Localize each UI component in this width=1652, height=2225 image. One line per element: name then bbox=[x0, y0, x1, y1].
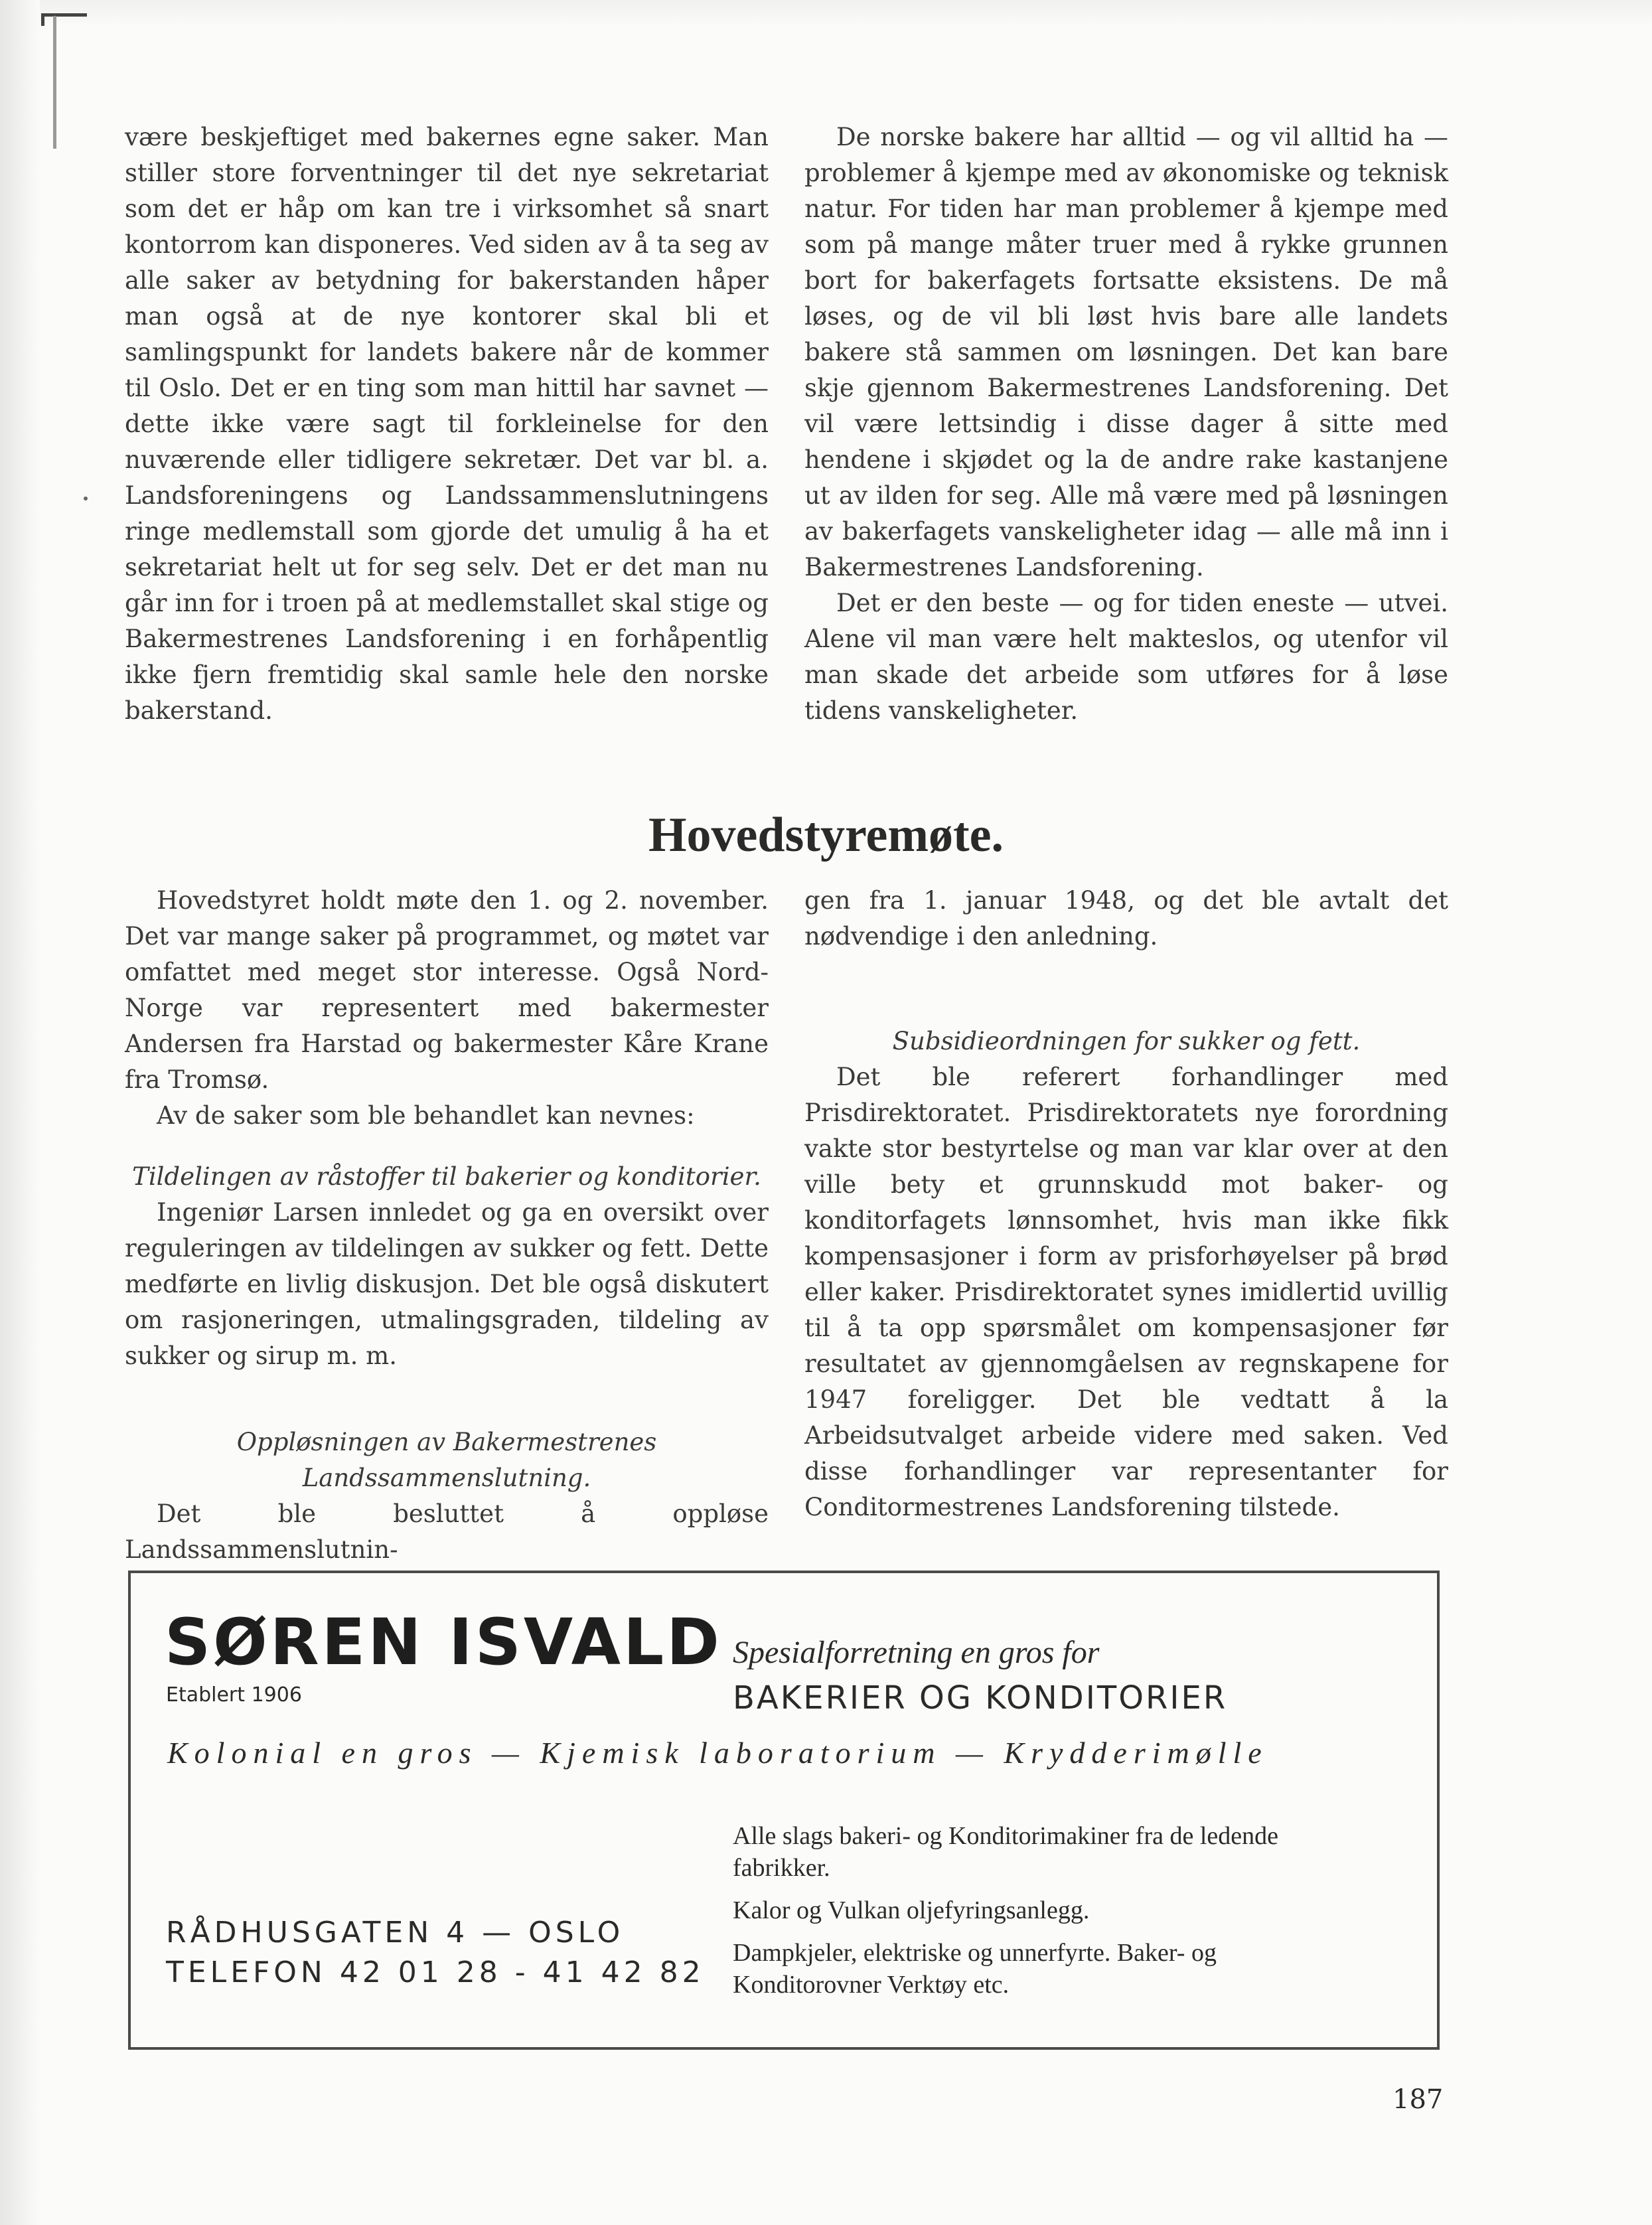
paragraph: Det er den beste — og for tiden eneste — utvei. Alene vil man være helt makteslos, og utenfor vil man skade det arbeide som utføres for å løse tidens vanskeligheter. bbox=[804, 589, 1448, 725]
ad-address: RÅDHUSGATEN 4 — OSLO bbox=[166, 1916, 625, 1950]
ad-product-item: Alle slags bakeri- og Konditorimakiner fra de ledende fabrikker. bbox=[733, 1822, 1278, 1882]
paragraph: være beskjeftiget med bakernes egne saker. Man stiller store forventninger til det nye sekretariat som det er håp om kan tre i virksomhet så snart kontorrom kan disponeres. Ved siden av å ta seg av alle saker av betydning for bakerstanden håper man også at de nye kontorer skal bli et samlingspunkt for landets bakere når de kommer til Oslo. Det er en ting som man hittil har savnet — dette ikke være sagt til forkleinelse for den nuværende eller tidligere sekretær. Det var bl. a. Landsforeningens og Landssammenslutningens ringe medlemstall som gjorde det umulig å ha et sekretariat helt ut for seg selv. Det er det man nu går inn for i troen på at medlemstallet skal stige og Bakermestrenes Landsforening i en forhåpentlig ikke fjern fremtidig skal samle hele den norske bakerstand. bbox=[125, 123, 769, 725]
ad-tagline: Kolonial en gros — Kjemisk laboratorium — Krydderimølle bbox=[167, 1736, 1268, 1770]
section-heading: Subsidieordningen for sukker og fett. bbox=[892, 1027, 1361, 1055]
ad-established: Etablert 1906 bbox=[166, 1683, 302, 1707]
scan-margin-line bbox=[53, 16, 56, 149]
ad-category: BAKERIER OG KONDITORIER bbox=[733, 1679, 1228, 1717]
paragraph: De norske bakere har alltid — og vil alltid ha — problemer å kjempe med av økonomiske og teknisk natur. For tiden har man problemer å kjempe med som på mange måter truer med å rykke grunnen bort for bakerfagets fortsatte eksistens. De må løses, og de vil bli løst hvis bare alle landets bakere stå sammen om løsningen. Det kan bare skje gjennom Bakermestrenes Landsforening. Det vil være lettsindig i disse dager å sitte med hendene i skjødet og la de andre rake kastanjene ut av ilden for seg. Alle må være med på løsningen av bakerfagets vanskeligheter idag — alle må inn i Bakermestrenes Landsforening. bbox=[804, 123, 1448, 581]
article-title: Hovedstyremøte. bbox=[648, 808, 1004, 862]
paragraph: Hovedstyret holdt møte den 1. og 2. november. Det var mange saker på programmet, og møtet var omfattet med meget stor interesse. Også Nord-Norge var representert med bakermester Andersen fra Harstad og bakermester Kåre Krane fra Tromsø. bbox=[125, 886, 769, 1094]
ad-product-item: Kalor og Vulkan oljefyringsanlegg. bbox=[733, 1896, 1090, 1924]
paragraph: Det ble besluttet å oppløse Landssammenslutnin- bbox=[125, 1499, 769, 1564]
scan-corner-mark bbox=[41, 13, 87, 26]
paragraph: gen fra 1. januar 1948, og det ble avtalt det nødvendige i den anledning. bbox=[804, 886, 1448, 951]
page-number: 187 bbox=[1392, 2084, 1444, 2115]
ad-phone: TELEFON 42 01 28 - 41 42 82 bbox=[166, 1956, 705, 1989]
scan-left-edge bbox=[0, 0, 40, 2225]
article-right-column bbox=[804, 883, 1448, 1525]
page-speck bbox=[84, 497, 88, 500]
article-left-column bbox=[125, 883, 769, 1568]
section-heading: Oppløsningen av Bakermestrenes Landssammenslutning. bbox=[236, 1428, 657, 1492]
ad-product-list bbox=[733, 1820, 1330, 2011]
top-right-column bbox=[804, 119, 1448, 729]
paragraph: Av de saker som ble behandlet kan nevnes: bbox=[157, 1101, 695, 1130]
ad-company-name: SØREN ISVALD bbox=[165, 1605, 722, 1679]
scan-top-edge bbox=[0, 0, 1652, 27]
paragraph: Ingeniør Larsen innledet og ga en oversikt over reguleringen av tildelingen av sukker og fett. Dette medførte en livlig diskusjon. Det ble også diskutert om rasjoneringen, utmalingsgraden, tildeling av sukker og sirup m. m. bbox=[125, 1198, 769, 1370]
ad-product-item: Dampkjeler, elektriske og unnerfyrte. Baker- og Konditorovner Verktøy etc. bbox=[733, 1939, 1217, 1999]
ad-specialty: Spesialforretning en gros for bbox=[733, 1635, 1100, 1670]
top-left-column bbox=[125, 119, 769, 729]
paragraph: Det ble referert forhandlinger med Prisdirektoratet. Prisdirektoratets nye forordning vakte stor bestyrtelse og man var klar over at den ville bety et grunnskudd mot baker- og konditorfagets lønnsomhet, hvis man ikke fikk kompensasjoner i form av prisforhøyelser på brød eller kaker. Prisdirektoratet synes imidlertid uvillig til å ta opp spørsmålet om kompensasjoner før resultatet av gjennomgåelsen av regnskapene for 1947 foreligger. Det ble vedtatt å la Arbeidsutvalget arbeide videre med saken. Ved disse forhandlinger var representanter for Conditormestrenes Landsforening tilstede. bbox=[804, 1063, 1448, 1521]
section-heading: Tildelingen av råstoffer til bakerier og konditorier. bbox=[132, 1162, 761, 1191]
